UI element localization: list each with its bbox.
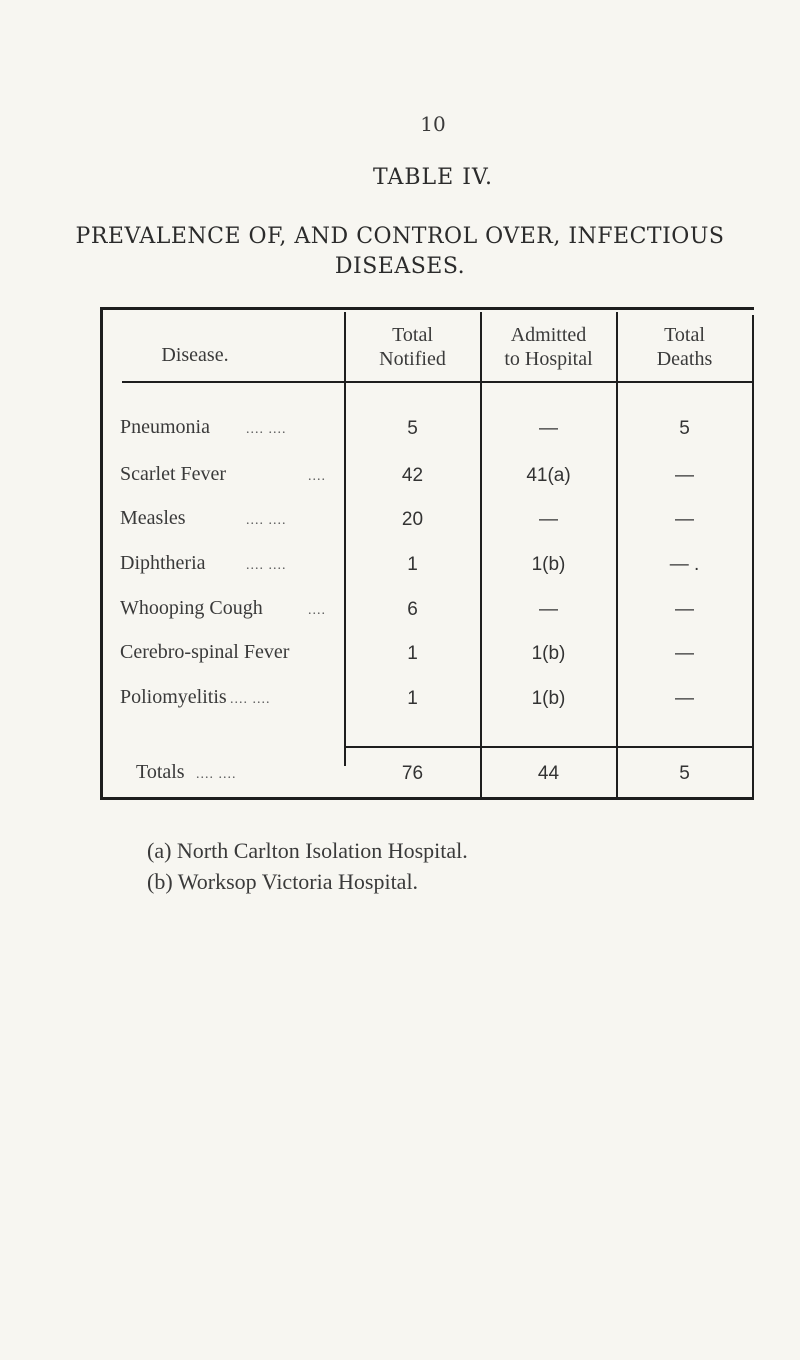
footnote-b: (b) Worksop Victoria Hospital. bbox=[147, 869, 419, 894]
totals-label: Totals bbox=[136, 761, 185, 783]
row-whooping-cough-notified: 6 bbox=[407, 599, 418, 620]
table-title: TABLE IV. bbox=[373, 165, 493, 190]
row-measles-admitted: — bbox=[539, 509, 558, 530]
row-measles-leader: .... .... bbox=[246, 513, 287, 528]
header-total-notified bbox=[345, 323, 480, 371]
row-cerebro-spinal-fever-notified: 1 bbox=[407, 643, 418, 664]
row-scarlet-fever-admitted: 41(a) bbox=[526, 465, 571, 486]
row-poliomyelitis-notified: 1 bbox=[407, 688, 418, 709]
header-disease: Disease. bbox=[161, 344, 229, 366]
row-diphtheria-deaths: — . bbox=[669, 554, 700, 575]
footnote-a: (a) North Carlton Isolation Hospital. bbox=[147, 838, 468, 863]
header-admitted-line-1: Admitted bbox=[510, 324, 587, 346]
row-poliomyelitis-disease: Poliomyelitis bbox=[120, 686, 227, 708]
table-top-rule bbox=[100, 307, 754, 310]
totals-leader: .... .... bbox=[196, 767, 237, 782]
table-left-rule bbox=[100, 307, 103, 800]
page-number: 10 bbox=[420, 112, 446, 136]
table-bottom-rule bbox=[100, 797, 754, 800]
row-pneumonia-admitted: — bbox=[539, 418, 558, 439]
row-diphtheria-disease: Diphtheria bbox=[120, 552, 206, 574]
subtitle-line-2: DISEASES. bbox=[334, 254, 466, 279]
totals-notified: 76 bbox=[401, 763, 424, 784]
subtitle-line-1: PREVALENCE OF, AND CONTROL OVER, INFECTIOUS bbox=[75, 224, 725, 249]
row-whooping-cough-disease: Whooping Cough bbox=[120, 597, 263, 619]
row-pneumonia-leader: .... .... bbox=[246, 422, 287, 437]
row-pneumonia-notified: 5 bbox=[407, 418, 418, 439]
header-admitted-line-2: to Hospital bbox=[504, 348, 593, 370]
row-scarlet-fever-notified: 42 bbox=[401, 465, 424, 486]
row-measles-deaths: — bbox=[675, 509, 694, 530]
row-cerebro-spinal-fever-admitted: 1(b) bbox=[531, 643, 566, 664]
row-diphtheria-admitted: 1(b) bbox=[531, 554, 566, 575]
table-subtitle bbox=[0, 222, 800, 282]
totals-deaths: 5 bbox=[679, 763, 690, 784]
header-total-deaths bbox=[617, 323, 752, 371]
header-total-notified-line-1: Total bbox=[392, 324, 433, 346]
row-whooping-cough-deaths: — bbox=[675, 599, 694, 620]
row-cerebro-spinal-fever-deaths: — bbox=[675, 643, 694, 664]
row-poliomyelitis-leader: .... .... bbox=[230, 692, 271, 707]
row-whooping-cough-leader: .... bbox=[308, 603, 326, 618]
row-scarlet-fever-deaths: — bbox=[675, 465, 694, 486]
header-admitted-to-hospital bbox=[481, 323, 616, 371]
row-scarlet-fever-leader: .... bbox=[308, 469, 326, 484]
header-total-notified-line-2: Notified bbox=[379, 348, 446, 370]
row-diphtheria-notified: 1 bbox=[407, 554, 418, 575]
row-measles-notified: 20 bbox=[401, 509, 424, 530]
header-total-deaths-line-1: Total bbox=[664, 324, 705, 346]
row-measles-disease: Measles bbox=[120, 507, 186, 529]
row-poliomyelitis-admitted: 1(b) bbox=[531, 688, 566, 709]
table-right-rule bbox=[752, 315, 754, 800]
header-total-deaths-line-2: Deaths bbox=[656, 348, 713, 370]
row-pneumonia-disease: Pneumonia bbox=[120, 416, 210, 438]
row-whooping-cough-admitted: — bbox=[539, 599, 558, 620]
row-cerebro-spinal-fever-disease: Cerebro-spinal Fever bbox=[120, 641, 290, 663]
totals-divider-rule bbox=[345, 746, 754, 748]
header-divider-rule bbox=[122, 381, 754, 383]
totals-admitted: 44 bbox=[537, 763, 560, 784]
row-poliomyelitis-deaths: — bbox=[675, 688, 694, 709]
row-diphtheria-leader: .... .... bbox=[246, 558, 287, 573]
row-scarlet-fever-disease: Scarlet Fever bbox=[120, 463, 227, 485]
row-pneumonia-deaths: 5 bbox=[679, 418, 690, 439]
